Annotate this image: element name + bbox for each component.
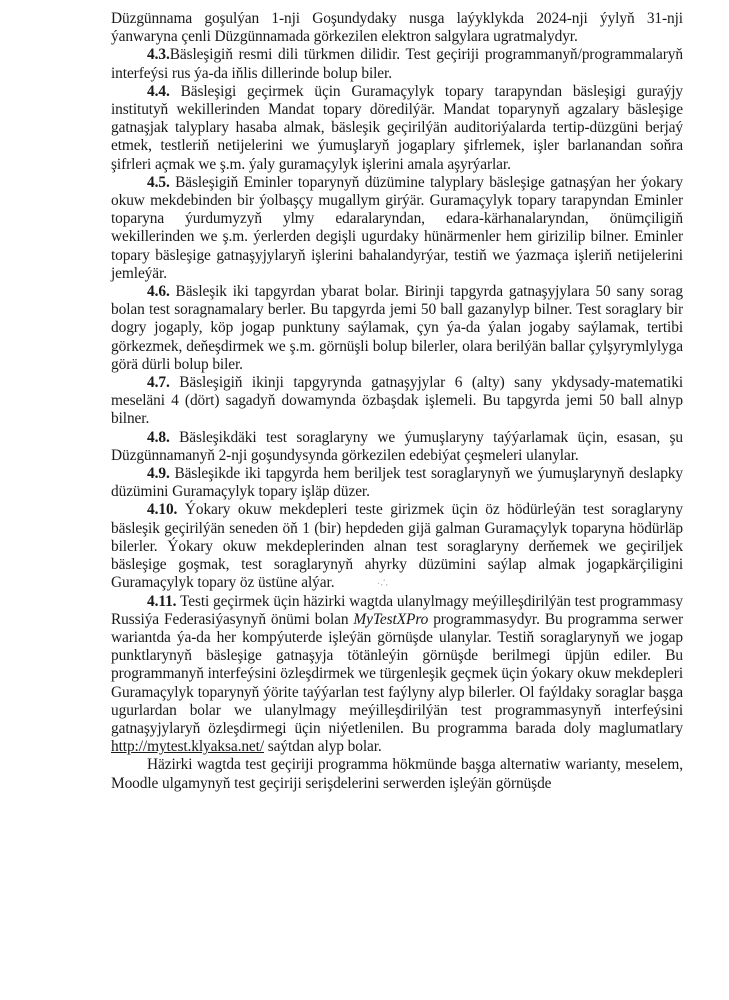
paragraph-text-before: Testi geçirmek üçin häzirki wagtda ulanylmagy meýilleşdirilýän test programmasy Russiýa Federasiýasynyň önümi bolan <box>111 592 683 628</box>
paragraph-number: 4.11. <box>147 592 177 610</box>
paragraph-number: 4.4. <box>147 82 170 100</box>
paragraph-intro <box>111 10 683 46</box>
paragraph-number: 4.6. <box>147 283 170 301</box>
paragraph-alternative <box>111 756 683 792</box>
document-page <box>111 10 683 793</box>
paragraph-4-4 <box>111 83 683 174</box>
paragraph-text: Bäsleşigiň Eminler toparynyň düzümine talyplary bäsleşige gatnaşýan her ýokary okuw mekdebinden bir ýolbaşçy mugallym girýär. Guramaçylyk topary tarapyndan Eminler toparyna ýurdumyzyň ylmy edaralaryndan, edara-kärhanalaryndan, önümçiligiň wekillerinden we ş.m. ýerlerden degişli ugurdaky hünärmenler hem girizilip bilner. Eminler topary bäsleşige gatnaşyjylaryň işlerini bahalandyrýar, testiň we ýazmaça işleriň netijelerini jemleýär. <box>111 173 683 282</box>
paragraph-text: Ýokary okuw mekdepleri teste girizmek üçin öz hödürleýän test soraglaryny bäsleşik geçirilýän seneden öň 1 (bir) hepdeden gijä galman Guramaçylyk toparyna hödürläp bilerler. Ýokary okuw mekdeplerinden alnan test soraglaryny derňemek we geçiriljek bäsleşige goşmak, test soraglarynyň ahyrky düzümini saýlap almak jogapkärçiligini Guramaçylyk topary öz üstüne alýar. <box>111 501 683 592</box>
paragraph-text: Bäsleşigiň ikinji tapgyrynda gatnaşyjylar 6 (alty) sany ykdysady-matematiki meseläni 4 (dört) sagadyň dowamynda özbaşdak işlemeli. Bu tapgyrda jemi 50 ball alnyp bilner. <box>111 374 683 428</box>
paragraph-text: Bäsleşik iki tapgyrdan ybarat bolar. Birinji tapgyrda gatnaşyjylara 50 sany sorag bolan test soragnamalary berler. Bu tapgyrda jemi 50 ball gazanylyp bilner. Test soraglary bir dogry jogaply, köp jogap punktuny saýlamak, çyn ýa-da ýalan jogaby saýlamak, tertibi görkezmek, deňeşdirmek we ş.m. görnüşli bolup bilerler, olara berilýän ballar çylşyrymlylyga görä dürli bolup biler. <box>111 283 683 373</box>
paragraph-4-5 <box>111 174 683 283</box>
paragraph-text: Häzirki wagtda test geçiriji programma hökmünde başga alternatiw warianty, meselem, Moodle ulgamynyň test geçiriji serişdelerini serwerden işleýän görnüşde <box>111 756 683 792</box>
paragraph-text: Bäsleşigi geçirmek üçin Guramaçylyk topary tarapyndan bäsleşigi guraýjy institutyň wekillerinden Mandat topary döredilýär. Mandat toparynyň agzalary bäsleşige gatnaşjak talyplary hasaba almak, bäsleşik geçirilýän auditoriýalarda tertip-düzgüni berjaý etmek, testleriň netijelerini we ýumuşlaryň jogaplary şifrlemek, işler barlanandan soňra şifrleri açmak we ş.m. ýaly guramaçylyk işlerini amala aşyrýarlar. <box>111 82 683 173</box>
paragraph-text: Düzgünnama goşulýan 1-nji Goşundydaky nusga laýyklykda 2024-nji ýylyň 31-nji ýanwaryna çenli Düzgünnamada görkezilen elektron salgylara ugratmalydyr. <box>111 10 683 46</box>
paragraph-4-8 <box>111 429 683 465</box>
scan-mark-icon: ·∴ <box>376 576 388 591</box>
paragraph-text-after: programmasydyr. Bu programma serwer wariantda ýa-da her kompýuterde işleýän görnüşde ulanylar. Testiň soraglarynyň we jogap punktlarynyň bäsleşige gatnaşyja tötänleýin görnüşde berilmegi üpjün ediler. Bu programmanyň interfeýsini özleşdirmek we türgenleşik geçmek üçin ýokary okuw mekdepleri Guramaçylyk toparynyň ýörite taýýarlan test faýlyny alyp bilerler. Ol faýldaky soraglar başga ugurlardan bolar we ulanylmagy meýilleşdirilýän test programmasynyň interfeýsini gatnaşyjylaryň özleşdirmegi üçin niýetlenilen. Bu programma barada doly maglumatlary <box>111 610 683 737</box>
paragraph-4-6 <box>111 283 683 374</box>
paragraph-number: 4.9. <box>147 465 170 483</box>
paragraph-number: 4.3. <box>147 46 170 64</box>
paragraph-4-7 <box>111 374 683 429</box>
program-name: MyTestXPro <box>353 610 429 628</box>
paragraph-text: Bäsleşikde iki tapgyrda hem beriljek test soraglarynyň we ýumuşlarynyň deslapky düzümini Guramaçylyk topary işläp düzer. <box>111 465 683 501</box>
website-link[interactable]: http://mytest.klyaksa.net/ <box>111 738 264 756</box>
paragraph-4-10 <box>111 501 683 592</box>
paragraph-text-end: saýtdan alyp bolar. <box>264 738 382 756</box>
paragraph-text: Bäsleşigiň resmi dili türkmen dilidir. Test geçiriji programmanyň/programmalaryň interfeýsi rus ýa-da iňlis dillerinde bolup biler. <box>111 46 683 82</box>
paragraph-4-9 <box>111 465 683 501</box>
paragraph-number: 4.5. <box>147 173 170 191</box>
paragraph-number: 4.7. <box>147 374 170 392</box>
paragraph-4-11 <box>111 593 683 757</box>
paragraph-4-3 <box>111 46 683 82</box>
paragraph-number: 4.10. <box>147 501 178 519</box>
paragraph-number: 4.8. <box>147 428 170 446</box>
paragraph-text: Bäsleşikdäki test soraglaryny we ýumuşlaryny taýýarlamak üçin, esasan, şu Düzgünnamanyň 2-nji goşundysynda görkezilen edebiýat çeşmeleri ulanylar. <box>111 428 683 464</box>
